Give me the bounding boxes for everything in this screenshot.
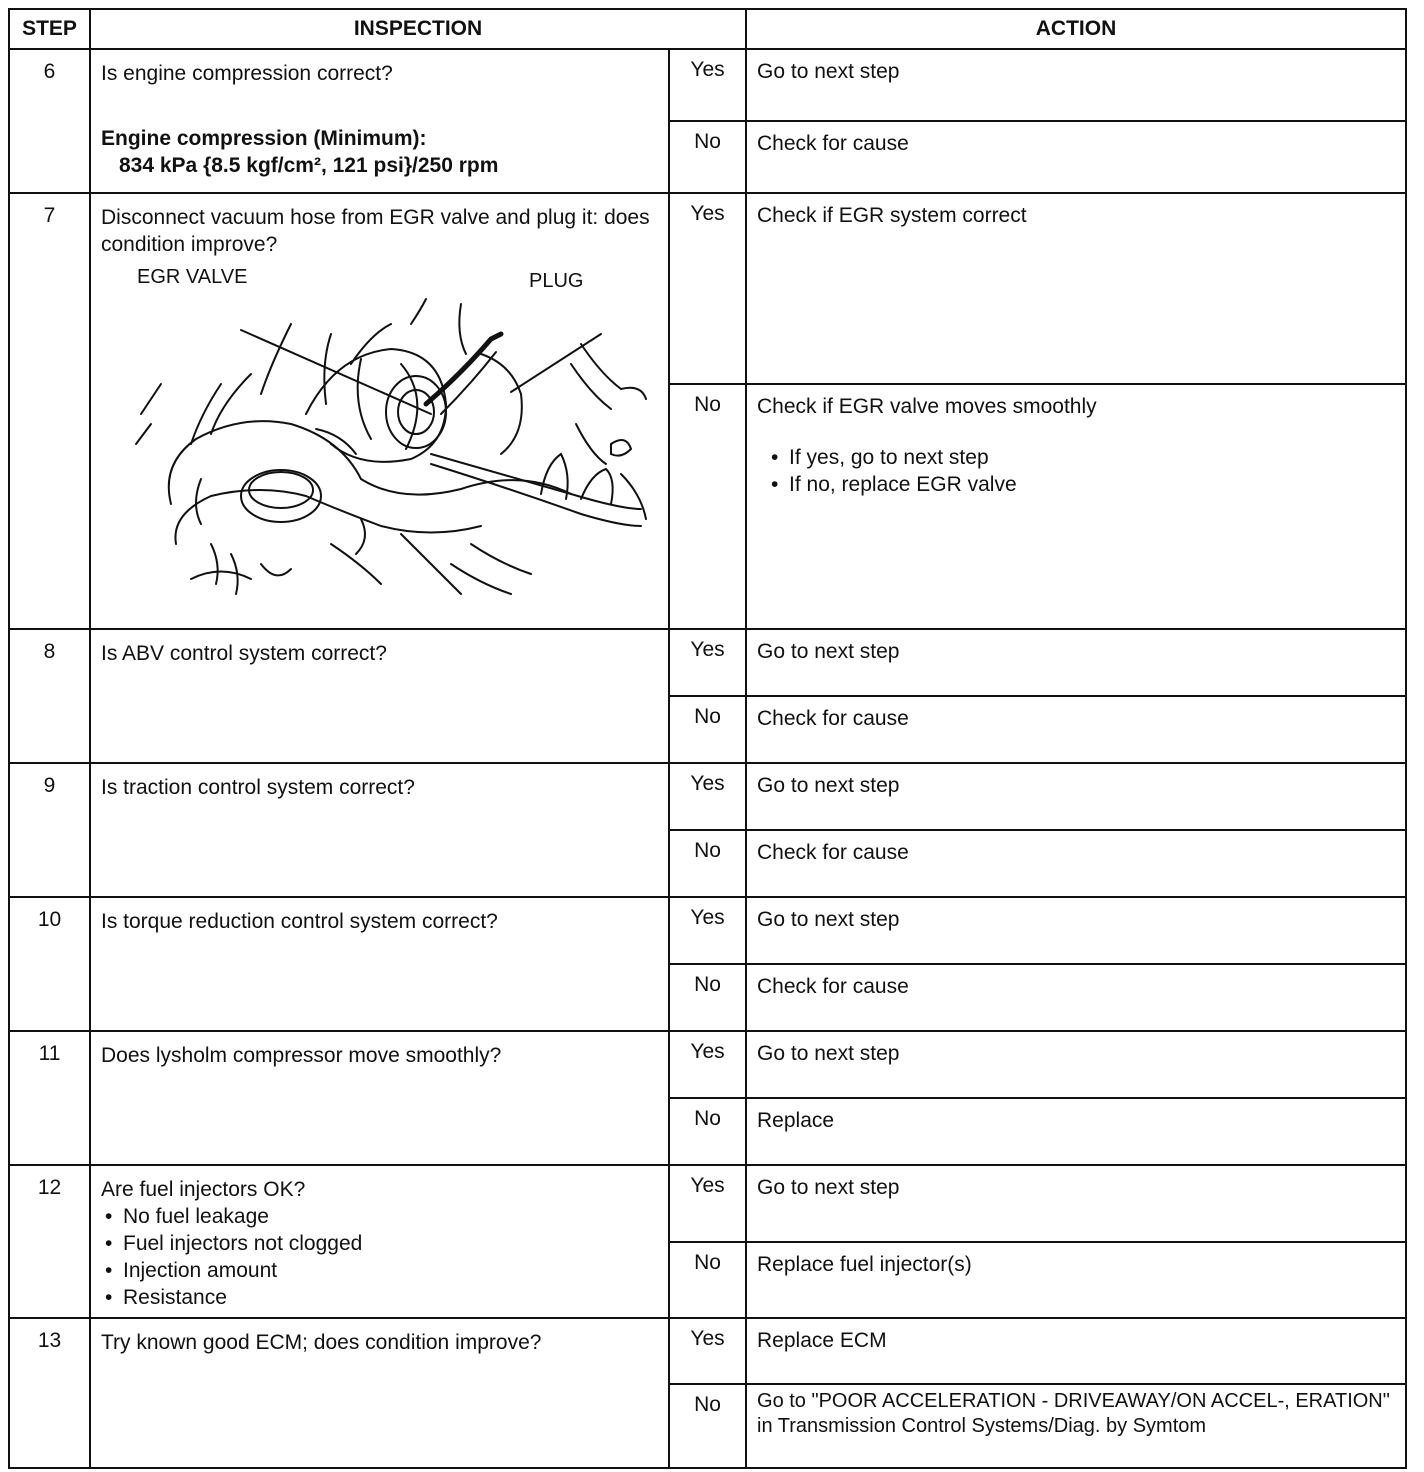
no-action: Check for cause (746, 964, 1406, 1031)
no-label: No (669, 1098, 746, 1165)
no-label: No (669, 1384, 746, 1468)
no-action-cell (746, 384, 1406, 629)
spec-value: 834 kPa {8.5 kgf/cm², 121 psi}/250 rpm (119, 154, 499, 177)
yes-action: Check if EGR system correct (746, 193, 1406, 384)
header-row (9, 9, 1406, 49)
list-item: • If yes, go to next step (789, 444, 1397, 471)
yes-label: Yes (669, 763, 746, 830)
egr-valve-label: EGR VALVE (137, 266, 248, 288)
no-action: Go to "POOR ACCELERATION - DRIVEAWAY/ON ACCEL-, ERATION" in Transmission Control Systems/Diag. by Symtom (746, 1384, 1406, 1468)
inspection-text: Are fuel injectors OK? (101, 1178, 306, 1201)
list-item: • No fuel leakage (123, 1203, 660, 1230)
spec-block (101, 125, 660, 179)
inspection-cell (90, 193, 669, 629)
plug-label: PLUG (529, 270, 584, 292)
inspection-text: Does lysholm compressor move smoothly? (90, 1031, 669, 1165)
diagnostic-table (8, 8, 1407, 1469)
step-number: 13 (9, 1318, 90, 1468)
table-row (9, 193, 1406, 384)
inspection-text: Is engine compression correct? (101, 62, 393, 85)
inspection-text: Is ABV control system correct? (90, 629, 669, 763)
inspection-text: Is traction control system correct? (90, 763, 669, 897)
inspection-bullets (101, 1203, 660, 1311)
yes-label: Yes (669, 629, 746, 696)
no-action: Replace fuel injector(s) (746, 1242, 1406, 1319)
inspection-text: Try known good ECM; does condition improve? (90, 1318, 669, 1468)
inspection-cell (90, 49, 669, 193)
yes-action: Go to next step (746, 763, 1406, 830)
step-number: 10 (9, 897, 90, 1031)
yes-action: Go to next step (746, 1165, 1406, 1242)
list-item: • Injection amount (123, 1257, 660, 1284)
yes-label: Yes (669, 1031, 746, 1098)
table-row (9, 1031, 1406, 1098)
egr-valve-illustration (101, 264, 661, 609)
yes-action: Go to next step (746, 897, 1406, 964)
list-item: • If no, replace EGR valve (789, 471, 1397, 498)
yes-label: Yes (669, 49, 746, 121)
no-label: No (669, 964, 746, 1031)
no-label: No (669, 121, 746, 193)
step-number: 11 (9, 1031, 90, 1165)
inspection-cell (90, 1165, 669, 1318)
header-inspection: INSPECTION (90, 9, 746, 49)
inspection-text: Is torque reduction control system correct? (90, 897, 669, 1031)
table-row (9, 629, 1406, 696)
header-step: STEP (9, 9, 90, 49)
table-row (9, 1165, 1406, 1242)
step-number: 9 (9, 763, 90, 897)
step-number: 7 (9, 193, 90, 629)
yes-action: Go to next step (746, 49, 1406, 121)
inspection-text: Disconnect vacuum hose from EGR valve and plug it: does condition improve? (101, 206, 650, 256)
yes-label: Yes (669, 1165, 746, 1242)
step-number: 6 (9, 49, 90, 193)
no-label: No (669, 384, 746, 629)
engine-drawing (101, 264, 661, 609)
no-action-bullets (757, 444, 1397, 498)
table-row (9, 49, 1406, 121)
no-label: No (669, 696, 746, 763)
list-item: • Resistance (123, 1284, 660, 1311)
table-row (9, 1318, 1406, 1384)
no-action: Check if EGR valve moves smoothly (757, 395, 1097, 418)
yes-label: Yes (669, 193, 746, 384)
table-row (9, 897, 1406, 964)
list-item: • Fuel injectors not clogged (123, 1230, 660, 1257)
no-action: Check for cause (746, 830, 1406, 897)
no-label: No (669, 830, 746, 897)
spec-title: Engine compression (Minimum): (101, 127, 427, 150)
no-action: Check for cause (746, 696, 1406, 763)
yes-action: Go to next step (746, 1031, 1406, 1098)
no-action: Check for cause (746, 121, 1406, 193)
table-row (9, 763, 1406, 830)
yes-label: Yes (669, 1318, 746, 1384)
yes-action: Replace ECM (746, 1318, 1406, 1384)
header-action: ACTION (746, 9, 1406, 49)
no-label: No (669, 1242, 746, 1319)
step-number: 8 (9, 629, 90, 763)
yes-action: Go to next step (746, 629, 1406, 696)
step-number: 12 (9, 1165, 90, 1318)
no-action: Replace (746, 1098, 1406, 1165)
yes-label: Yes (669, 897, 746, 964)
